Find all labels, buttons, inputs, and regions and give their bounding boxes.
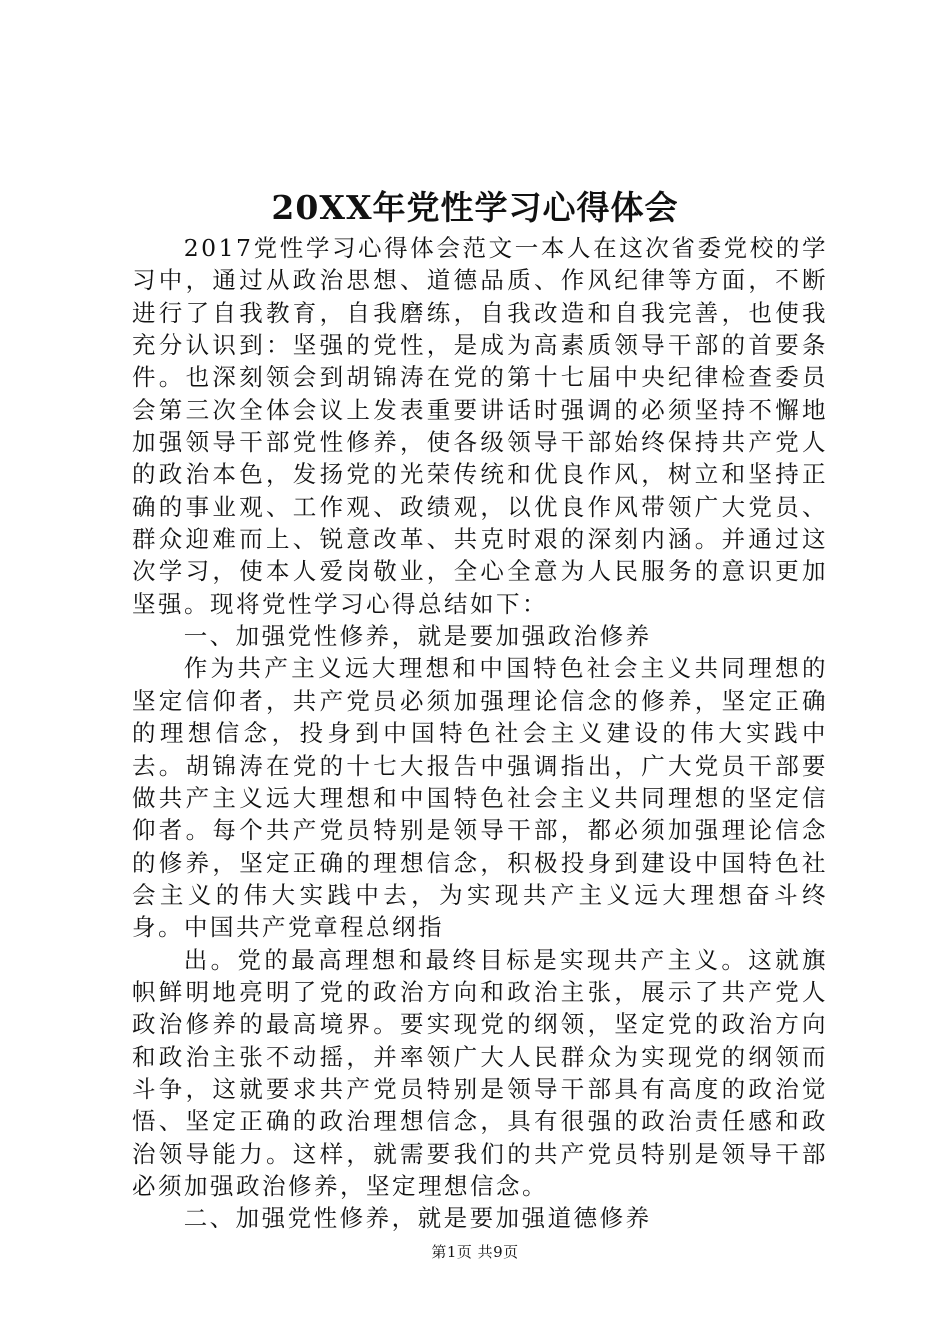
page-footer: 第1页 共9页 (431, 1243, 519, 1261)
section-heading-moral: 二、加强党性修养，就是要加强道德修养 (183, 1204, 652, 1233)
paragraph-political-1: 作为共产主义远大理想和中国特色社会主义共同理想的坚定信仰者，共产党员必须加强理论信念的修养，坚定正确的理想信念，投身到中国特色社会主义建设的伟大实践中去。胡锦涛在党的十七大报告中强调指出，广大党员干部要做共产主义远大理想和中国特色社会主义共同理想的坚定信仰者。每个共产党员特别是领导干部，都必须加强理论信念的修养，坚定正确的理想信念，积极投身到建设中国特色社会主义的伟大实践中去，为实现共产主义远大理想奋斗终身。中国共产党章程总纲指 (132, 654, 828, 942)
paragraph-intro: 2017党性学习心得体会范文一本人在这次省委党校的学习中，通过从政治思想、道德品质、作风纪律等方面，不断进行了自我教育，自我磨练，自我改造和自我完善，也使我充分认识到：坚强的党性，是成为高素质领导干部的首要条件。也深刻领会到胡锦涛在党的第十七届中央纪律检查委员会第三次全体会议上发表重要讲话时强调的必须坚持不懈地加强领导干部党性修养，使各级领导干部始终保持共产党人的政治本色，发扬党的光荣传统和优良作风，树立和坚持正确的事业观、工作观、政绩观，以优良作风带领广大党员、群众迎难而上、锐意改革、共克时艰的深刻内涵。并通过这次学习，使本人爱岗敬业，全心全意为人民服务的意识更加坚强。现将党性学习心得总结如下： (132, 234, 828, 618)
document-body (132, 232, 828, 1235)
document-title: 20XX年党性学习心得体会 (271, 188, 679, 227)
paragraph-political-2: 出。党的最高理想和最终目标是实现共产主义。这就旗帜鲜明地亮明了党的政治方向和政治主张，展示了共产党人政治修养的最高境界。要实现党的纲领，坚定党的政治方向和政治主张不动摇，并率领广大人民群众为实现党的纲领而斗争，这就要求共产党员特别是领导干部具有高度的政治觉悟、坚定正确的政治理想信念，具有很强的政治责任感和政治领导能力。这样，就需要我们的共产党员特别是领导干部必须加强政治修养，坚定理想信念。 (132, 945, 828, 1200)
section-heading-political: 一、加强党性修养，就是要加强政治修养 (183, 622, 652, 651)
